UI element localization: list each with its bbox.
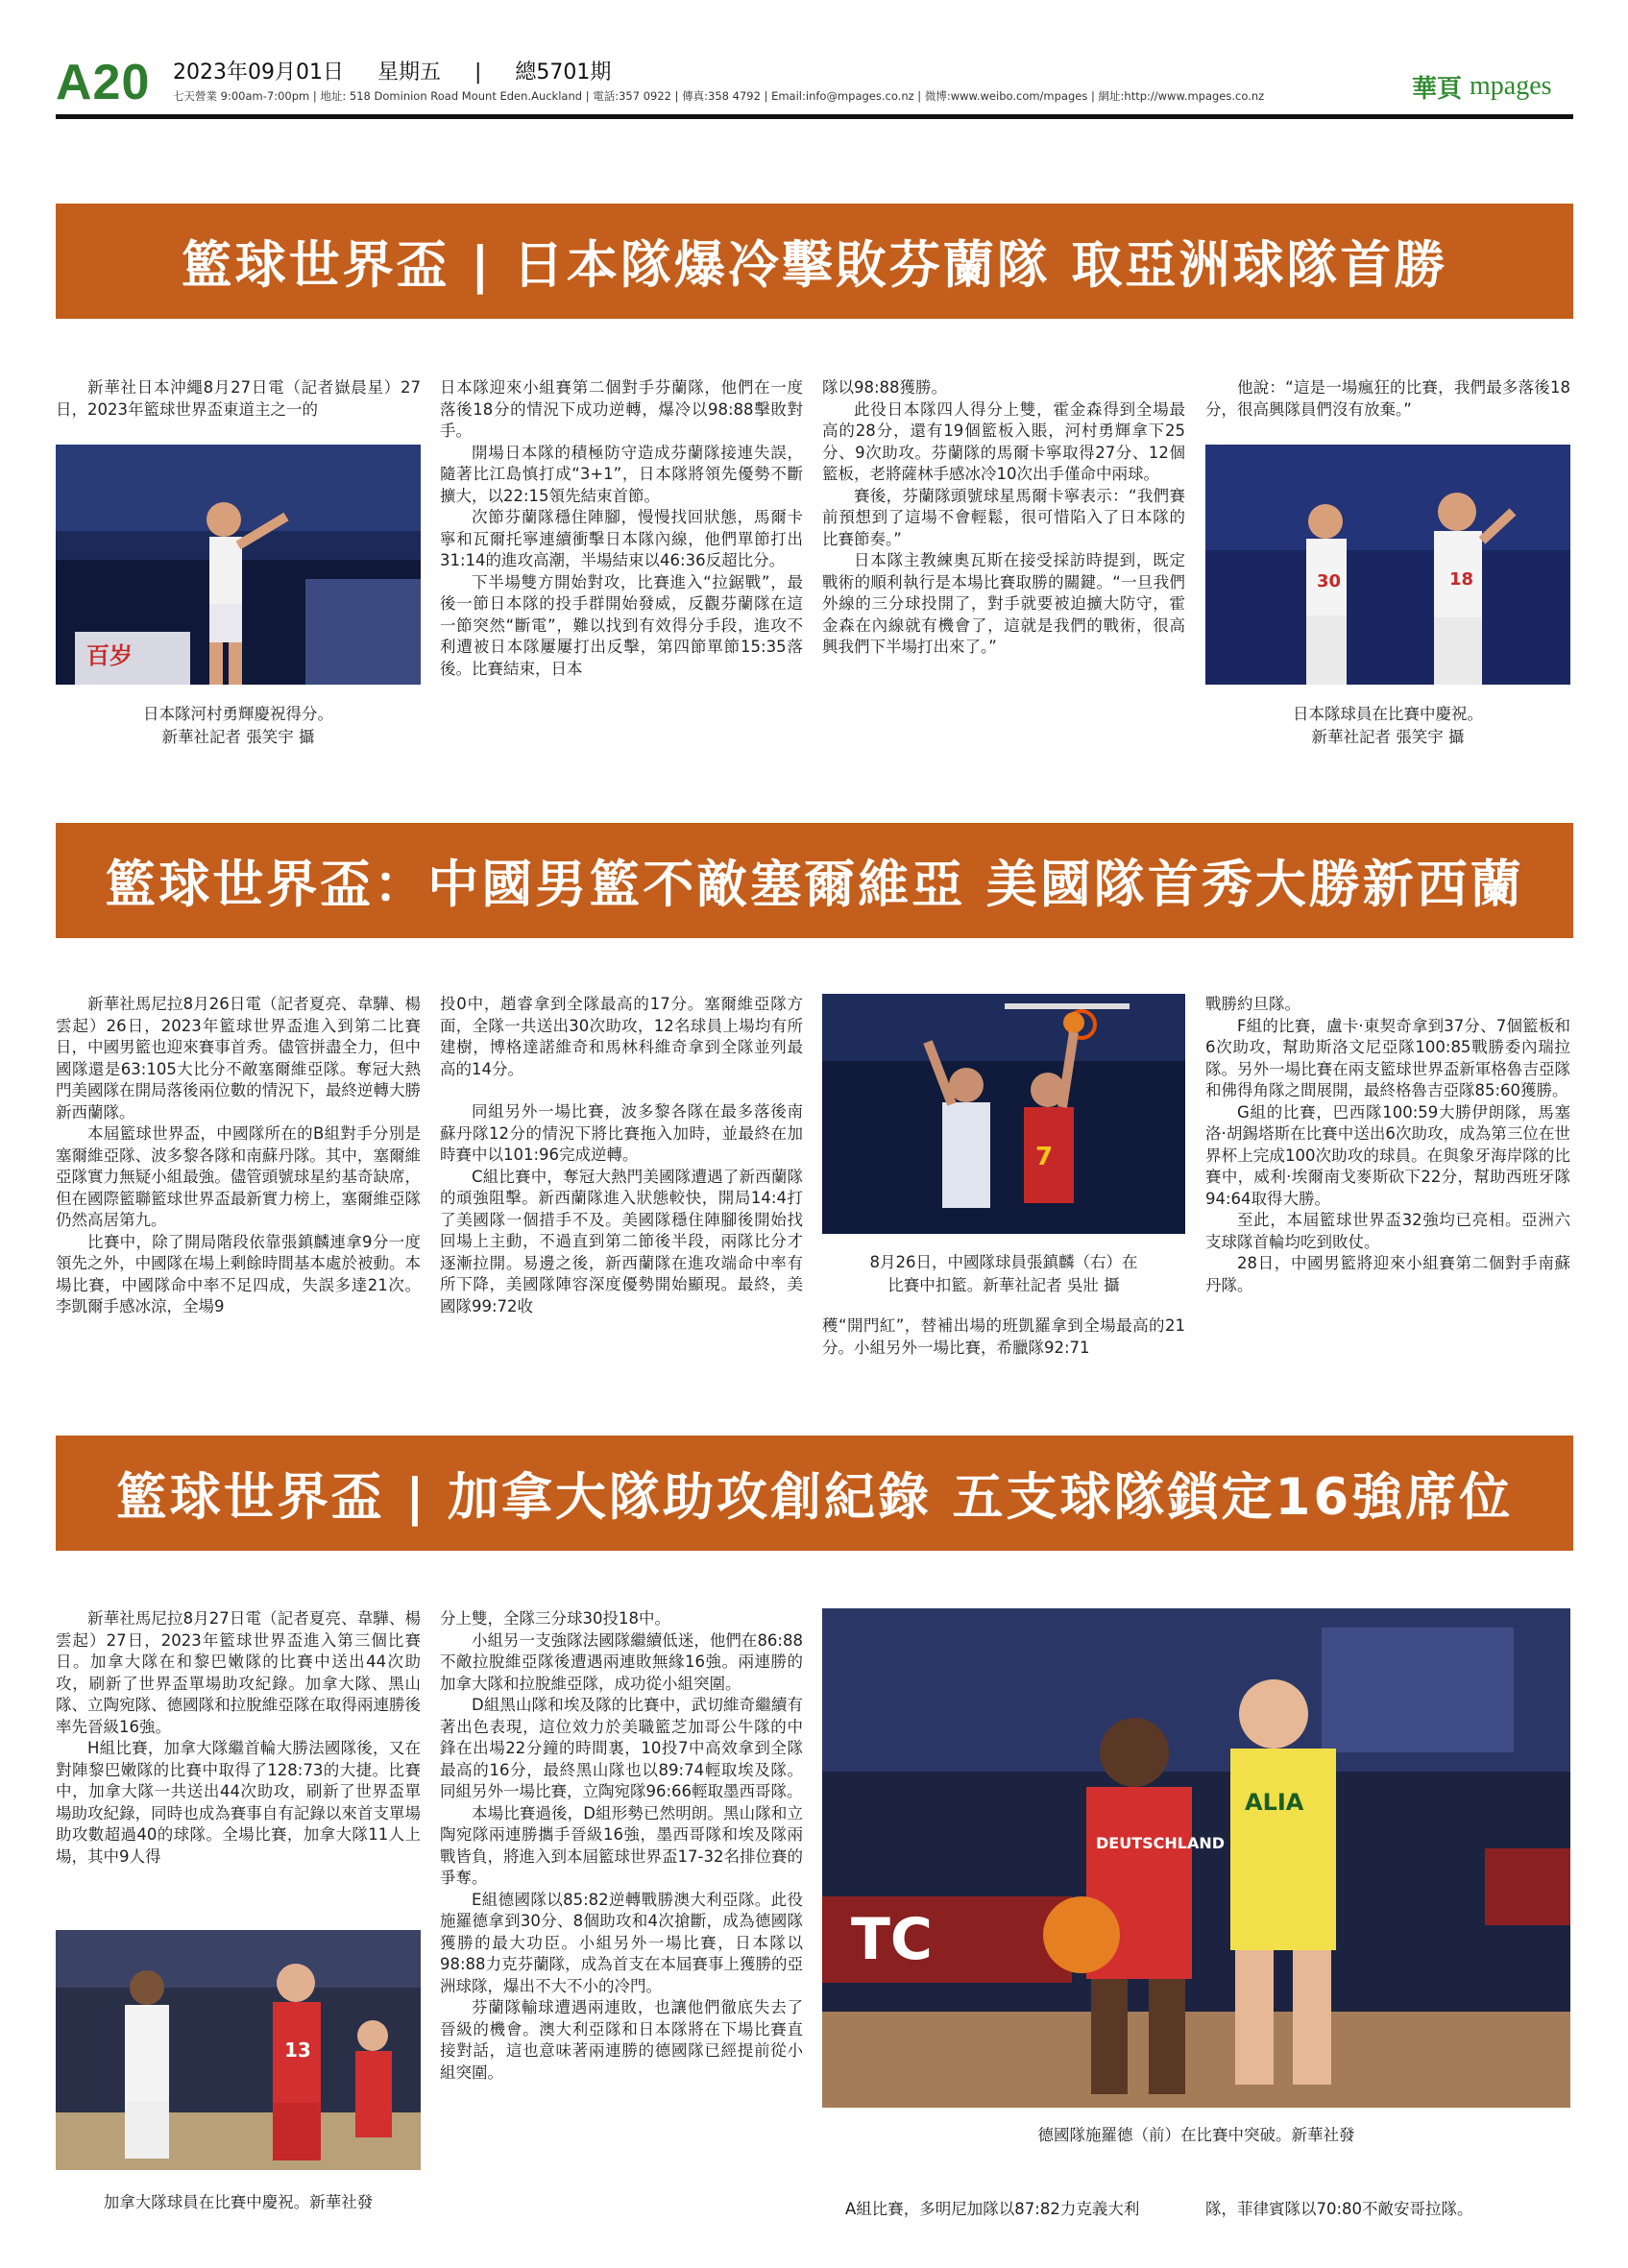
paragraph: 本場比賽過後，D組形勢已然明朗。黑山隊和立陶宛隊兩連勝攜手晉級16強，墨西哥隊和埃及隊兩戰皆負，將進入到本屆籃球世界盃17-32名排位賽的爭奪。 — [440, 1803, 803, 1887]
paragraph: 同組另外一場比賽，波多黎各隊在最多落後南蘇丹隊12分的情況下將比賽拖入加時，並最終在加時賽中以101:96完成逆轉。 — [440, 1102, 803, 1164]
paragraph: 開場日本隊的積極防守造成芬蘭隊接連失誤，隨著比江島慎打成“3+1”，日本隊將領先優勢不斷擴大，以22:15領先結束首節。 — [440, 443, 803, 505]
paragraph: 隊，菲律賓隊以70:80不敵安哥拉隊。 — [1205, 2200, 1473, 2218]
paragraph: 穫“開門紅”，替補出場的班凱羅拿到全場最高的21分。小組另外一場比賽，希臘隊92:71 — [822, 1316, 1185, 1357]
article3-photo-schroder — [822, 1608, 1570, 2108]
svg-text:7: 7 — [1035, 1143, 1054, 1171]
paragraph: 至此，本屆籃球世界盃32強均已亮相。亞洲六支球隊首輪均吃到敗仗。 — [1205, 1211, 1570, 1251]
svg-text:13: 13 — [284, 2039, 311, 2062]
article3-photo2-caption: 德國隊施羅德（前）在比賽中突破。新華社發 — [1037, 2126, 1355, 2144]
article2-column-1 — [56, 994, 421, 1318]
article2-column-4 — [1205, 994, 1570, 1296]
paragraph: 本屆籃球世界盃，中國隊所在的B組對手分別是塞爾維亞隊、波多黎各隊和南蘇丹隊。其中，塞爾維亞隊實力無疑小組最強。儘管頭號球星約基奇缺席，但在國際籃聯籃球世界盃最新實力榜上，塞爾維亞隊仍然高居第九。 — [56, 1124, 421, 1229]
paragraph: 投0中，趙睿拿到全隊最高的17分。塞爾維亞隊方面，全隊一共送出30次助攻，12名球員上場均有所建樹，博格達諾維奇和馬林科維奇拿到全隊並列最高的14分。 — [440, 995, 803, 1078]
paragraph: 戰勝約旦隊。 — [1205, 995, 1300, 1013]
article2-column-3 — [822, 1315, 1185, 1359]
publisher-logo — [1412, 67, 1575, 106]
header-separator: | — [474, 60, 482, 84]
paragraph: 芬蘭隊輸球遭遇兩連敗，也讓他們徹底失去了晉級的機會。澳大利亞隊和日本隊將在下場比賽直接對話，這也意味著兩連勝的德國隊已經提前從小組突圍。 — [440, 1998, 803, 2082]
article1-column-2 — [440, 377, 803, 680]
article2-headline: 籃球世界盃：中國男籃不敵塞爾維亞 美國隊首秀大勝新西蘭 — [56, 823, 1573, 938]
paragraph: 此役日本隊四人得分上雙，霍金森得到全場最高的28分，還有19個籃板入賬，河村勇輝拿下25分、9次助攻。芬蘭隊的馬爾卡寧取得27分、12個籃板，老將薩林手感冰冷10次出手僅命中兩球。 — [822, 399, 1185, 483]
paragraph: A組比賽，多明尼加隊以87:82力克義大利 — [845, 2200, 1140, 2218]
article1-photo2-caption: 日本隊球員在比賽中慶祝。 新華社記者 張笑宇 攝 — [1293, 705, 1483, 746]
svg-text:30: 30 — [1317, 571, 1342, 591]
article1-photo-japan-players — [1205, 445, 1570, 685]
paragraph: 分上雙，全隊三分球30投18中。 — [440, 1609, 670, 1628]
paragraph: F組的比賽，盧卡·東契奇拿到37分、7個籃板和6次助攻，幫助斯洛文尼亞隊100:85戰勝委內瑞拉隊。另外一場比賽在兩支籃球世界盃新軍格魯吉亞隊和佛得角隊之間展開，最終格魯吉亞隊85:60獲勝。 — [1205, 1016, 1570, 1099]
svg-text:TC: TC — [851, 1906, 933, 1973]
paragraph: 隊以98:88獲勝。 — [822, 378, 948, 397]
article1-headline: 籃球世界盃 | 日本隊爆冷擊敗芬蘭隊 取亞洲球隊首勝 — [56, 204, 1573, 319]
paragraph: 比賽中，除了開局階段依靠張鎮麟連拿9分一度領先之外，中國隊在場上剩餘時間基本處於被動。本場比賽，中國隊命中率不足四成，失誤多達21次。李凱爾手感冰涼，全場9 — [56, 1232, 421, 1315]
paragraph: D組黑山隊和埃及隊的比賽中，武切維奇繼續有著出色表現，這位效力於美職籃芝加哥公牛隊的中鋒在出場22分鐘的時間裏，10投7中高效拿到全隊最高的16分，最終黑山隊也以89:74輕取埃及隊。同組另外一場比賽，立陶宛隊96:66輕取墨西哥隊。 — [440, 1696, 803, 1800]
paragraph: 賽後，芬蘭隊頭號球星馬爾卡寧表示：“我們賽前預想到了這場不會輕鬆，很可惜陷入了日本隊的比賽節奏。” — [822, 486, 1185, 548]
article3-photo1-caption: 加拿大隊球員在比賽中慶祝。新華社發 — [103, 2193, 374, 2211]
paragraph: 新華社日本沖繩8月27日電（記者嶽晨星）27日，2023年籃球世界盃東道主之一的 — [56, 378, 421, 419]
paragraph: 日本隊主教練奧瓦斯在接受採訪時提到，既定戰術的順利執行是本場比賽取勝的關鍵。“一旦我們外線的三分球投開了，對手就要被迫擴大防守，霍金森在內線就有機會了，這就是我們的戰術，很高興我們下半場打出來了。” — [822, 551, 1185, 656]
article2-column-2 — [440, 994, 803, 1317]
masthead-date-line — [173, 56, 638, 85]
article3-column-2 — [440, 1608, 803, 2084]
paragraph: 新華社馬尼拉8月27日電（記者夏亮、韋驊、楊雲起）27日，2023年籃球世界盃進入第三個比賽日。加拿大隊在和黎巴嫩隊的比賽中送出44次助攻，刷新了世界盃單場助攻紀錄。加拿大隊、黑山隊、立陶宛隊、德國隊和拉脫維亞隊在取得兩連勝後率先晉級16強。 — [56, 1609, 421, 1736]
issue-date: 2023年09月01日 — [173, 60, 344, 84]
article2-photo-dunk — [822, 994, 1185, 1234]
article1-column-4 — [1205, 377, 1570, 421]
issue-weekday: 星期五 — [377, 60, 441, 84]
svg-text:DEUTSCHLAND: DEUTSCHLAND — [1096, 1834, 1226, 1852]
logo-english-text: mpages — [1470, 71, 1552, 101]
paragraph: 日本隊迎來小組賽第二個對手芬蘭隊，他們在一度落後18分的情況下成功逆轉，爆冷以98:88擊敗對手。 — [440, 378, 803, 440]
paragraph: 新華社馬尼拉8月26日電（記者夏亮、韋驊、楊雲起）26日，2023年籃球世界盃進入到第二比賽日，中國男籃也迎來賽事首秀。儘管拼盡全力，但中國隊還是63:105大比分不敵塞爾維亞隊。奪冠大熱門美國隊在開局落後兩位數的情況下，最終逆轉大勝新西蘭隊。 — [56, 995, 421, 1122]
paragraph: 下半場雙方開始對攻，比賽進入“拉鋸戰”，最後一節日本隊的投手群開始發威，反觀芬蘭隊在這一節突然“斷電”，難以找到有效得分手段，進攻不利遭被日本隊屢屢打出反擊，第四節單節15:35落後。比賽結束，日本 — [440, 572, 803, 678]
svg-text:ALIA: ALIA — [1245, 1789, 1304, 1816]
paragraph: 小組另一支強隊法國隊繼續低迷，他們在86:88不敵拉脫維亞隊後遭遇兩連敗無緣16強。兩連勝的加拿大隊和拉脫維亞隊，成功從小組突圍。 — [440, 1630, 803, 1693]
paragraph: E組德國隊以85:82逆轉戰勝澳大利亞隊。此役施羅德拿到30分、8個助攻和4次搶斷，成為德國隊獲勝的最大功臣。小組另外一場比賽，日本隊以98:88力克芬蘭隊，成為首支在本屆賽事上獲勝的亞洲球隊，爆出不大不小的冷門。 — [440, 1890, 803, 1995]
article3-headline: 籃球世界盃 | 加拿大隊助攻創紀錄 五支球隊鎖定16強席位 — [56, 1436, 1573, 1551]
page-number: A20 — [56, 55, 151, 110]
logo-chinese-text: 華頁 — [1412, 75, 1463, 104]
article1-column-3 — [822, 377, 1185, 659]
header-divider — [56, 114, 1573, 119]
article3-column-3-tail — [845, 2199, 1191, 2221]
paragraph: C組比賽中，奪冠大熱門美國隊遭遇了新西蘭隊的頑強阻擊。新西蘭隊進入狀態較快，開局14:4打了美國隊一個措手不及。美國隊穩住陣腳後開始找回場上主動，不過直到第二節後半段，兩隊比分才逐漸拉開。易邊之後，新西蘭隊在進攻端命中率有所下降，美國隊陣容深度優勢開始顯現。最終，美國隊99:72收 — [440, 1167, 803, 1315]
paragraph: G組的比賽，巴西隊100:59大勝伊朗隊，馬塞洛·胡錫塔斯在比賽中送出6次助攻，成為第三位在世界杯上完成100次助攻的球員。在與象牙海岸隊的比賽中，威利·埃爾南戈麥斯砍下22分，幫助西班牙隊94:64取得大勝。 — [1205, 1102, 1570, 1208]
svg-text:百岁: 百岁 — [86, 642, 133, 669]
article3-column-4-tail — [1205, 2199, 1570, 2221]
paragraph: 次節芬蘭隊穩住陣腳，慢慢找回狀態，馬爾卡寧和瓦爾托寧連續衝擊日本隊內線，他們單節打出31:14的進攻高潮，半場結束以46:36反超比分。 — [440, 508, 803, 569]
contact-info-line: 七天營業 9:00am-7:00pm | 地址: 518 Dominion Road Mount Eden.Auckland | 電話:357 0922 | 傳真:358 4792 | Email:info@mpages.co.nz | 微博:www.weibo.com/mpages | 網址:http://www.mpages.co.nz — [173, 89, 1265, 103]
article2-photo-caption: 8月26日，中國隊球員張鎮麟（右）在 比賽中扣籃。新華社記者 吳壯 攝 — [869, 1253, 1138, 1294]
article3-column-1 — [56, 1608, 421, 1868]
article1-photo1-caption: 日本隊河村勇輝慶祝得分。 新華社記者 張笑宇 攝 — [143, 705, 333, 746]
article1-column-1 — [56, 377, 421, 421]
paragraph: 他說：“這是一場瘋狂的比賽，我們最多落後18分，很高興隊員們沒有放棄。” — [1205, 378, 1570, 419]
paragraph: 28日，中國男籃將迎來小組賽第二個對手南蘇丹隊。 — [1205, 1254, 1570, 1294]
paragraph: H組比賽，加拿大隊繼首輪大勝法國隊後，又在對陣黎巴嫩隊的比賽中取得了128:73的大捷。比賽中，加拿大隊一共送出44次助攻，刷新了世界盃單場助攻紀錄，同時也成為賽事自有記錄以來首支單場助攻數超過40的球隊。全場比賽，加拿大隊11人上場，其中9人得 — [56, 1739, 421, 1866]
svg-text:18: 18 — [1449, 569, 1474, 590]
article1-photo-kawamura — [56, 445, 421, 685]
article3-photo-canada — [56, 1930, 421, 2170]
issue-number: 總5701期 — [515, 60, 612, 84]
